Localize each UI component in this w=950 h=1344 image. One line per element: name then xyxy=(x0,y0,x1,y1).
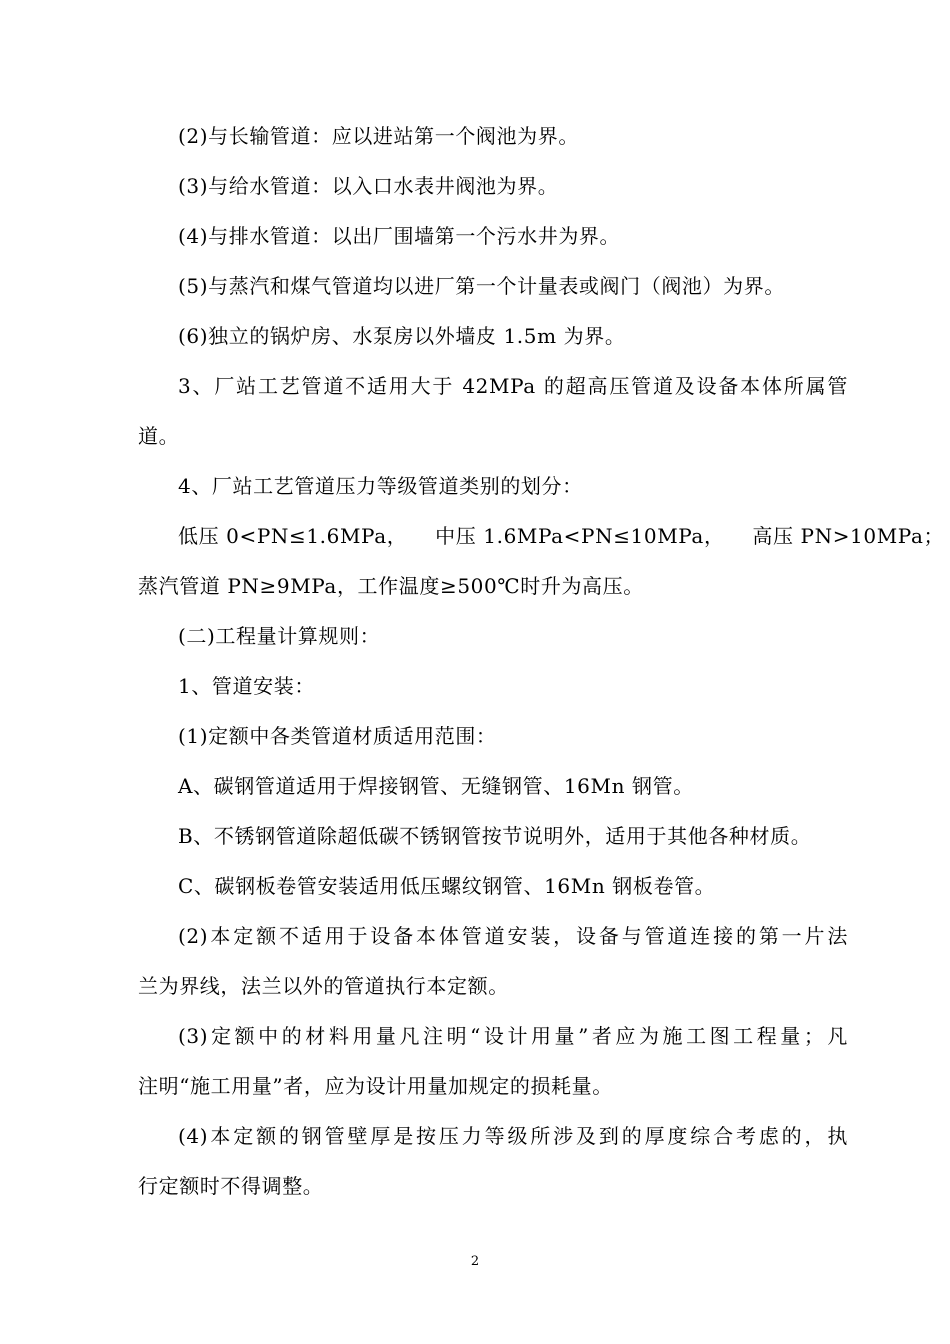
paragraph-line-13: (1)定额中各类管道材质适用范围： xyxy=(178,724,497,748)
subsection-heading: 1、管道安装： xyxy=(178,674,315,698)
paragraph-line-5: (6)独立的锅炉房、水泵房以外墙皮 1.5m 为界。 xyxy=(178,324,626,348)
paragraph-line-17: (2)本定额不适用于设备本体管道安装，设备与管道连接的第一片法 xyxy=(178,924,848,948)
paragraph-line-6: 3、厂站工艺管道不适用大于 42MPa 的超高压管道及设备本体所属管 xyxy=(178,374,848,398)
page-number: 2 xyxy=(470,1254,480,1269)
paragraph-line-3: (4)与排水管道：以出厂围墙第一个污水井为界。 xyxy=(178,224,621,248)
paragraph-line-2: (3)与给水管道：以入口水表井阀池为界。 xyxy=(178,174,559,198)
paragraph-line-9: 低压 0<PN≤1.6MPa， 中压 1.6MPa<PN≤10MPa， 高压 PN>10MPa； xyxy=(178,524,945,548)
paragraph-line-15: B、不锈钢管道除超低碳不锈钢管按节说明外，适用于其他各种材质。 xyxy=(178,824,812,848)
paragraph-line-1: (2)与长输管道：应以进站第一个阀池为界。 xyxy=(178,124,579,148)
paragraph-line-8: 4、厂站工艺管道压力等级管道类别的划分： xyxy=(178,474,583,498)
paragraph-line-18: 兰为界线，法兰以外的管道执行本定额。 xyxy=(138,974,509,998)
paragraph-line-20: 注明“施工用量”者，应为设计用量加规定的损耗量。 xyxy=(138,1074,613,1098)
paragraph-line-22: 行定额时不得调整。 xyxy=(138,1174,324,1198)
paragraph-line-14: A、碳钢管道适用于焊接钢管、无缝钢管、16Mn 钢管。 xyxy=(178,774,694,798)
paragraph-line-19: (3)定额中的材料用量凡注明“设计用量”者应为施工图工程量；凡 xyxy=(178,1024,848,1048)
paragraph-line-10: 蒸汽管道 PN≥9MPa，工作温度≥500℃时升为高压。 xyxy=(138,574,644,598)
paragraph-line-16: C、碳钢板卷管安装适用低压螺纹钢管、16Mn 钢板卷管。 xyxy=(178,874,716,898)
paragraph-line-4: (5)与蒸汽和煤气管道均以进厂第一个计量表或阀门（阀池）为界。 xyxy=(178,274,785,298)
paragraph-line-7: 道。 xyxy=(138,424,180,448)
section-heading: (二)工程量计算规则： xyxy=(178,624,381,648)
paragraph-line-21: (4)本定额的钢管壁厚是按压力等级所涉及到的厚度综合考虑的，执 xyxy=(178,1124,848,1148)
